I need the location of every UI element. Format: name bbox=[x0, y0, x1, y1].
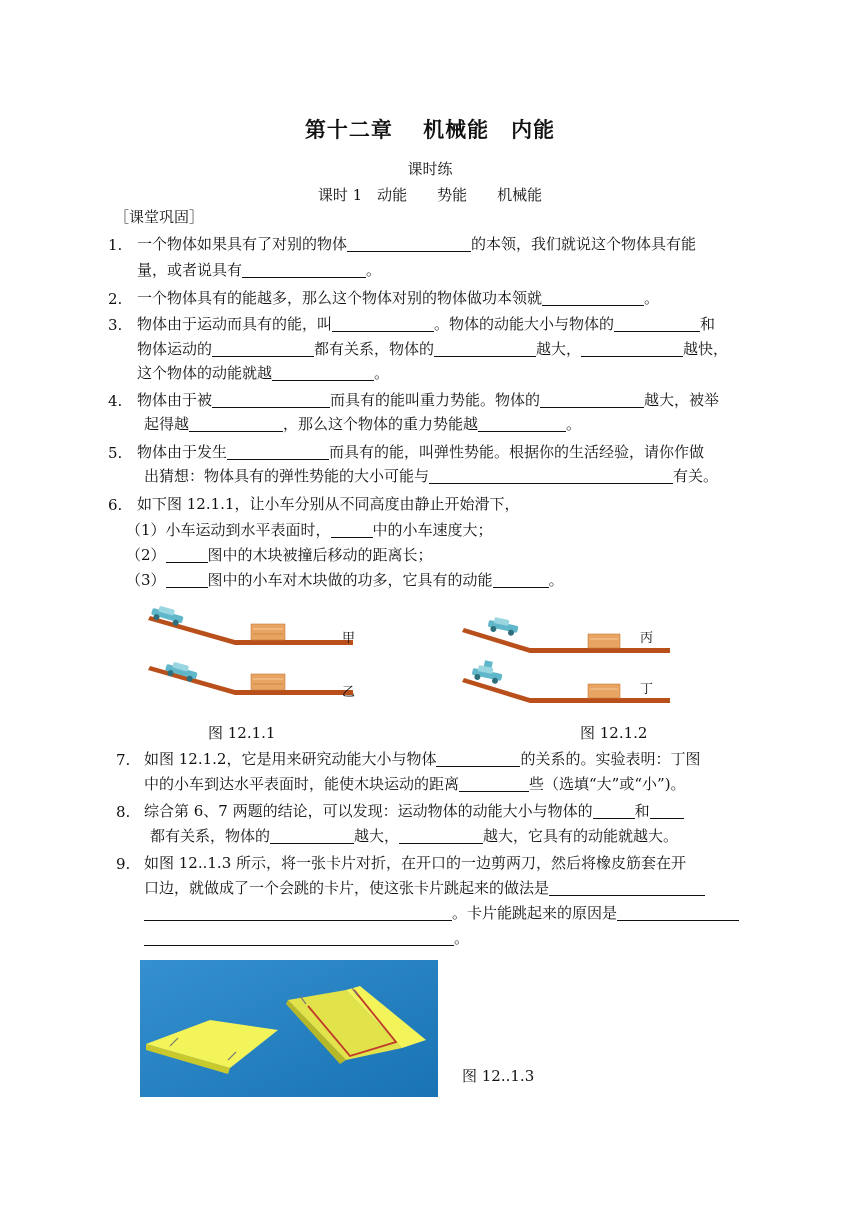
q8-line-1 bbox=[144, 800, 684, 822]
q5-blank-1[interactable] bbox=[227, 443, 329, 460]
wood-block-bottom bbox=[588, 684, 620, 698]
q3-text-c: 和 bbox=[700, 315, 716, 333]
q9-line-3 bbox=[144, 902, 739, 924]
chapter-title: 第十二章 机械能 内能 bbox=[304, 117, 556, 142]
q8-text-d: 越大， bbox=[354, 827, 400, 845]
q5-number: 5. bbox=[108, 444, 123, 462]
q4-blank-2[interactable] bbox=[540, 391, 644, 408]
fig1-label-yi: 乙 bbox=[342, 685, 356, 700]
q3-blank-5[interactable] bbox=[581, 340, 683, 357]
q4-text-c: 越大，被举 bbox=[644, 391, 720, 409]
q7-blank-1[interactable] bbox=[436, 751, 520, 767]
q5-text-a: 物体由于发生 bbox=[137, 443, 228, 461]
q3-text-h: 这个物体的动能就越 bbox=[137, 364, 273, 382]
q8-text-a: 综合第 6、7 两题的结论，可以发现：运动物体的动能大小与物体的 bbox=[144, 802, 593, 820]
fig2-label-bing: 丙 bbox=[640, 631, 654, 646]
q4-line-2 bbox=[144, 413, 581, 435]
q3-blank-1[interactable] bbox=[332, 315, 434, 332]
q2-line-1 bbox=[137, 287, 659, 309]
q7-text-c: 中的小车到达水平表面时，能使木块运动的距离 bbox=[144, 775, 460, 793]
q4-blank-1[interactable] bbox=[212, 391, 330, 408]
q5-line-2 bbox=[144, 465, 718, 487]
q4-line-1 bbox=[137, 389, 719, 411]
q7-text-b: 的关系的。实验表明：丁图 bbox=[520, 750, 701, 768]
q7-text-d: 些（选填“大”或“小”)。 bbox=[529, 775, 686, 793]
q3-line-3 bbox=[137, 362, 389, 384]
q5-text-b: 而具有的能，叫弹性势能。根据你的生活经验，请你作做 bbox=[329, 443, 705, 461]
q9-line-1: 如图 12..1.3 所示，将一张卡片对折，在开口的一边剪两刀，然后将橡皮筋套在开 bbox=[144, 854, 687, 872]
q6-sub3-text-c: 。 bbox=[548, 571, 564, 589]
toy-car-bottom bbox=[471, 658, 505, 685]
q3-blank-3[interactable] bbox=[212, 340, 314, 357]
q9-blank-2[interactable] bbox=[144, 905, 452, 921]
q5-blank-2[interactable] bbox=[429, 467, 673, 484]
subtitle: 课时练 bbox=[407, 160, 453, 178]
figure-12-1-1 bbox=[140, 598, 360, 706]
q8-text-b: 和 bbox=[634, 802, 650, 820]
q6-number: 6. bbox=[108, 496, 123, 514]
q5-text-d: 有关。 bbox=[673, 467, 719, 485]
q4-text-f: 。 bbox=[566, 415, 582, 433]
q3-text-a: 物体由于运动而具有的能，叫 bbox=[137, 315, 333, 333]
q4-blank-3[interactable] bbox=[189, 415, 283, 432]
q8-number: 8. bbox=[116, 803, 131, 821]
q1-line-1 bbox=[137, 233, 696, 255]
wood-block-bottom bbox=[251, 674, 285, 690]
q6-sub-2 bbox=[126, 544, 433, 566]
q6-sub2-text-a: （2） bbox=[126, 546, 166, 564]
fig3-caption: 图 12..1.3 bbox=[462, 1067, 535, 1085]
q6-sub1-text-b: 中的小车速度大； bbox=[372, 521, 493, 539]
q4-text-b: 而具有的能叫重力势能。物体的 bbox=[330, 391, 541, 409]
q6-blank-1[interactable] bbox=[331, 522, 373, 538]
q8-blank-4[interactable] bbox=[399, 828, 483, 844]
fig1-caption: 图 12.1.1 bbox=[208, 724, 276, 742]
q7-line-1 bbox=[144, 748, 701, 770]
q3-text-d: 物体运动的 bbox=[137, 340, 213, 358]
q8-text-c: 都有关系，物体的 bbox=[150, 827, 271, 845]
q1-text-a: 一个物体如果具有了对别的物体 bbox=[137, 235, 348, 253]
q2-text-a: 一个物体具有的能越多，那么这个物体对别的物体做功本领就 bbox=[137, 289, 543, 307]
q4-blank-4[interactable] bbox=[478, 415, 566, 432]
q3-line-1 bbox=[137, 313, 715, 335]
q3-text-b: 。物体的动能大小与物体的 bbox=[434, 315, 615, 333]
q6-sub2-text-b: 图中的木块被撞后移动的距离长； bbox=[207, 546, 433, 564]
q3-blank-2[interactable] bbox=[614, 315, 700, 332]
q9-line-4 bbox=[144, 927, 469, 949]
q6-sub3-text-a: （3） bbox=[126, 571, 166, 589]
q9-blank-1[interactable] bbox=[549, 880, 705, 896]
q2-number: 2. bbox=[108, 290, 123, 308]
q3-text-e: 都有关系，物体的 bbox=[314, 340, 435, 358]
q4-text-d: 起得越 bbox=[144, 415, 190, 433]
section-label: ［课堂巩固］ bbox=[114, 208, 205, 226]
q9-text-d: 。 bbox=[454, 929, 470, 947]
q6-sub-1 bbox=[126, 519, 493, 541]
q9-blank-4[interactable] bbox=[144, 930, 454, 946]
q1-text-c: 量，或者说具有 bbox=[137, 261, 243, 279]
q3-text-i: 。 bbox=[374, 364, 390, 382]
q6-sub1-text-a: （1）小车运动到水平表面时， bbox=[126, 521, 331, 539]
q6-blank-3[interactable] bbox=[166, 572, 208, 588]
q6-sub3-text-b: 图中的小车对木块做的功多，它具有的动能 bbox=[207, 571, 493, 589]
q1-blank-1[interactable] bbox=[347, 235, 471, 252]
q7-line-2 bbox=[144, 773, 686, 795]
q3-text-g: 越快， bbox=[683, 340, 729, 358]
wood-block-top bbox=[588, 634, 620, 648]
q6-blank-4[interactable] bbox=[493, 572, 549, 588]
q2-text-b: 。 bbox=[644, 289, 660, 307]
q9-number: 9. bbox=[116, 855, 131, 873]
q9-blank-3[interactable] bbox=[617, 905, 739, 921]
q1-number: 1. bbox=[108, 236, 123, 254]
q3-line-2 bbox=[137, 338, 728, 360]
q8-text-e: 越大，它具有的动能就越大。 bbox=[483, 827, 679, 845]
q4-text-e: ，那么这个物体的重力势能越 bbox=[283, 415, 479, 433]
q4-text-a: 物体由于被 bbox=[137, 391, 213, 409]
toy-car-top bbox=[487, 616, 519, 637]
q4-number: 4. bbox=[108, 392, 123, 410]
fig2-caption: 图 12.1.2 bbox=[580, 724, 648, 742]
q1-text-d: 。 bbox=[366, 261, 382, 279]
q5-line-1 bbox=[137, 441, 704, 463]
lesson-title: 课时 1 动能 势能 机械能 bbox=[317, 186, 543, 204]
q9-line-2 bbox=[144, 877, 705, 899]
wood-block-top bbox=[251, 624, 285, 640]
q7-number: 7. bbox=[116, 751, 131, 769]
q5-text-c: 出猜想：物体具有的弹性势能的大小可能与 bbox=[144, 467, 430, 485]
q2-blank-1[interactable] bbox=[542, 289, 644, 306]
q7-text-a: 如图 12.1.2，它是用来研究动能大小与物体 bbox=[144, 750, 437, 768]
q8-line-2 bbox=[150, 825, 678, 847]
q3-blank-6[interactable] bbox=[272, 364, 374, 381]
q3-text-f: 越大， bbox=[536, 340, 582, 358]
q6-line-1: 如下图 12.1.1，让小车分别从不同高度由静止开始滑下， bbox=[137, 495, 520, 513]
fig1-label-jia: 甲 bbox=[342, 631, 356, 646]
q6-blank-2[interactable] bbox=[166, 547, 208, 563]
fig2-label-ding: 丁 bbox=[640, 682, 654, 697]
q3-number: 3. bbox=[108, 316, 123, 334]
q1-line-2 bbox=[137, 259, 381, 281]
q1-text-b: 的本领，我们就说这个物体具有能 bbox=[471, 235, 697, 253]
figure-12-1-3-photo bbox=[140, 960, 438, 1097]
q9-text-c: 。卡片能跳起来的原因是 bbox=[452, 904, 618, 922]
q1-blank-2[interactable] bbox=[242, 261, 366, 278]
q8-blank-2[interactable] bbox=[650, 803, 684, 819]
q8-blank-1[interactable] bbox=[593, 803, 635, 819]
q8-blank-3[interactable] bbox=[270, 828, 354, 844]
q9-text-b: 口边，就做成了一个会跳的卡片，使这张卡片跳起来的做法是 bbox=[144, 879, 550, 897]
q3-blank-4[interactable] bbox=[434, 340, 536, 357]
q6-sub-3 bbox=[126, 569, 564, 591]
q7-blank-2[interactable] bbox=[459, 776, 529, 792]
